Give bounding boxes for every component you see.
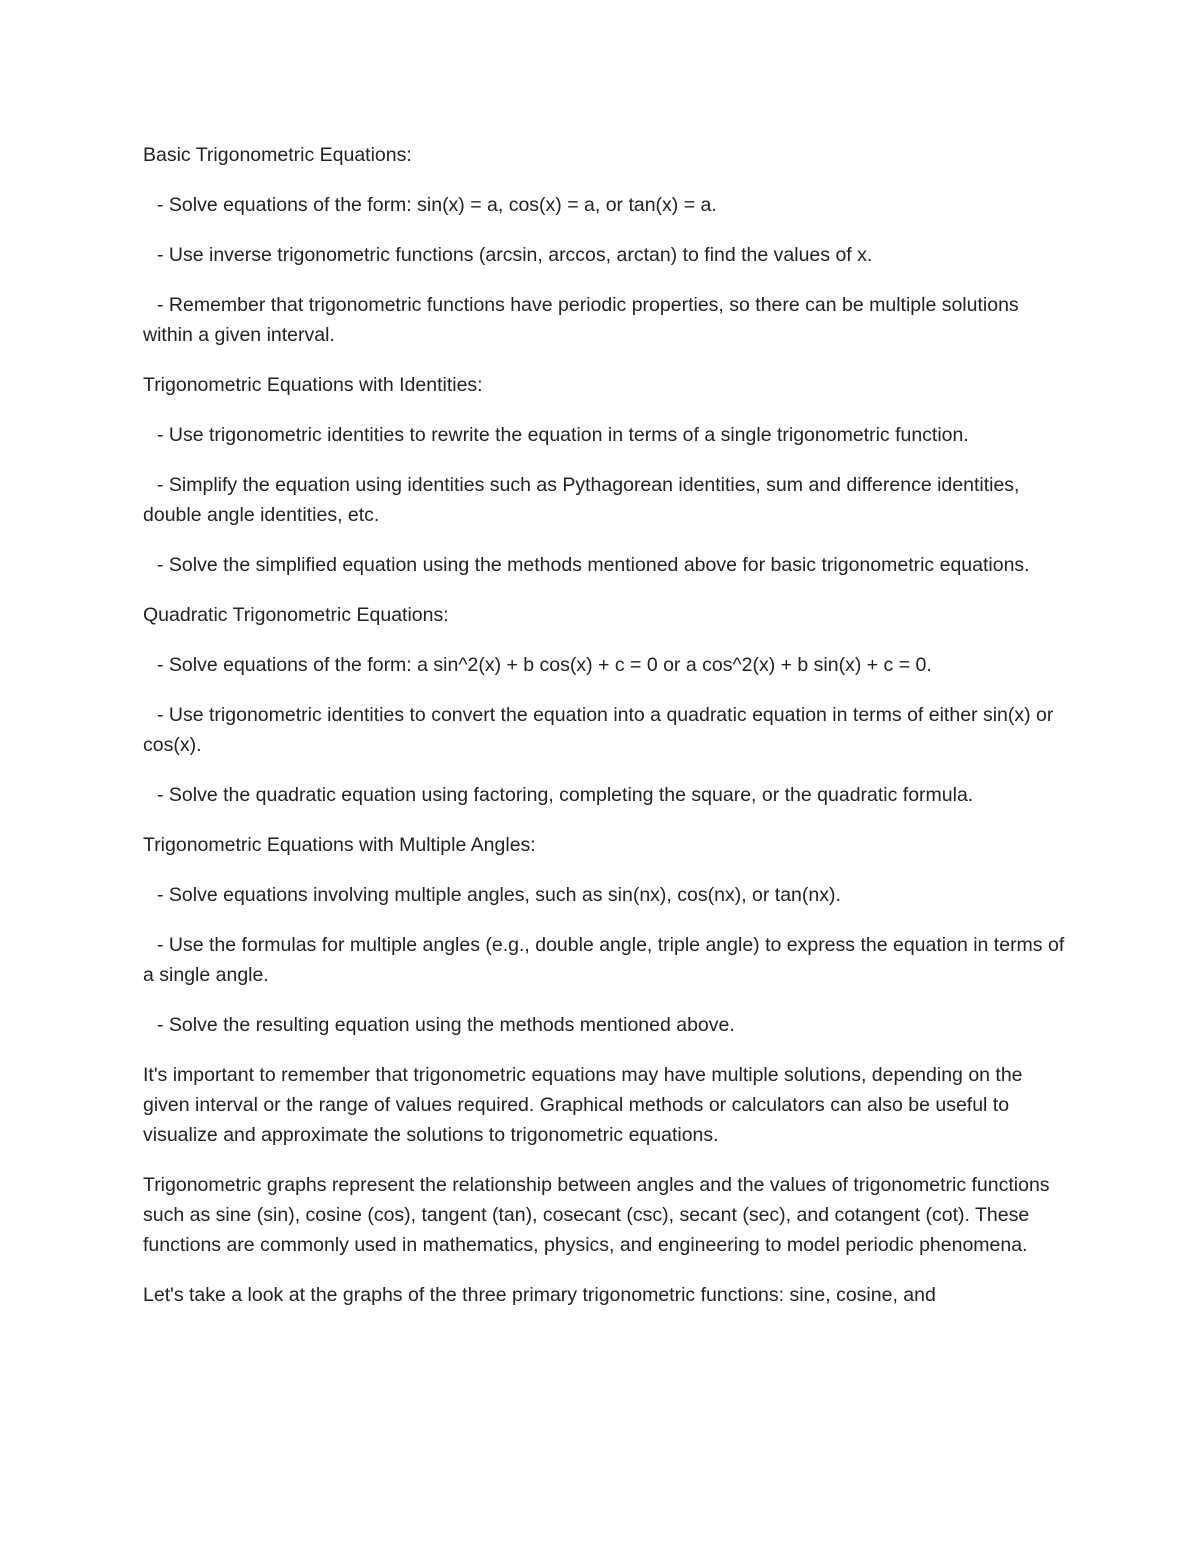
bullet-item xyxy=(143,290,1073,350)
bullet-text: - Use inverse trigonometric functions (arcsin, arccos, arctan) to find the values of x. xyxy=(157,244,873,266)
body-paragraph: Trigonometric graphs represent the relationship between angles and the values of trigonometric functions such as sine (sin), cosine (cos), tangent (tan), cosecant (csc), secant (sec), and cotangent (cot). These functions are commonly used in mathematics, physics, and engineering to model periodic phenomena. xyxy=(143,1174,1050,1256)
body-paragraph: It's important to remember that trigonometric equations may have multiple solutions, depending on the given interval or the range of values required. Graphical methods or calculators can also be useful to visualize and approximate the solutions to trigonometric equations. xyxy=(143,1064,1023,1146)
bullet-item xyxy=(143,240,1073,270)
bullet-item xyxy=(143,190,1073,220)
bullet-text: - Solve equations involving multiple angles, such as sin(nx), cos(nx), or tan(nx). xyxy=(157,884,841,906)
bullet-item xyxy=(143,930,1073,990)
bullet-item xyxy=(143,550,1073,580)
bullet-text: - Solve the quadratic equation using factoring, completing the square, or the quadratic formula. xyxy=(157,784,974,806)
section-heading: Trigonometric Equations with Identities: xyxy=(143,374,483,396)
bullet-text: - Use trigonometric identities to rewrite the equation in terms of a single trigonometric function. xyxy=(157,424,969,446)
bullet-item xyxy=(143,650,1073,680)
bullet-text: - Use trigonometric identities to convert the equation into a quadratic equation in terms of either sin(x) or cos(x). xyxy=(143,704,1054,756)
section-heading: Basic Trigonometric Equations: xyxy=(143,144,412,166)
bullet-text: - Solve equations of the form: a sin^2(x) + b cos(x) + c = 0 or a cos^2(x) + b sin(x) + c = 0. xyxy=(157,654,932,676)
bullet-text: - Solve the resulting equation using the methods mentioned above. xyxy=(157,1014,735,1036)
bullet-item xyxy=(143,470,1073,530)
bullet-item xyxy=(143,420,1073,450)
section-heading: Trigonometric Equations with Multiple Angles: xyxy=(143,834,536,856)
bullet-item xyxy=(143,880,1073,910)
bullet-text: - Simplify the equation using identities such as Pythagorean identities, sum and difference identities, double angle identities, etc. xyxy=(143,474,1020,526)
bullet-text: - Use the formulas for multiple angles (e.g., double angle, triple angle) to express the equation in terms of a single angle. xyxy=(143,934,1065,986)
bullet-text: - Remember that trigonometric functions have periodic properties, so there can be multiple solutions within a given interval. xyxy=(143,294,1019,346)
bullet-text: - Solve equations of the form: sin(x) = a, cos(x) = a, or tan(x) = a. xyxy=(157,194,717,216)
body-paragraph: Let's take a look at the graphs of the three primary trigonometric functions: sine, cosine, and xyxy=(143,1284,936,1306)
document-page xyxy=(143,140,1073,1330)
bullet-item xyxy=(143,700,1073,760)
section-heading: Quadratic Trigonometric Equations: xyxy=(143,604,449,626)
bullet-text: - Solve the simplified equation using the methods mentioned above for basic trigonometric equations. xyxy=(157,554,1030,576)
bullet-item xyxy=(143,1010,1073,1040)
bullet-item xyxy=(143,780,1073,810)
